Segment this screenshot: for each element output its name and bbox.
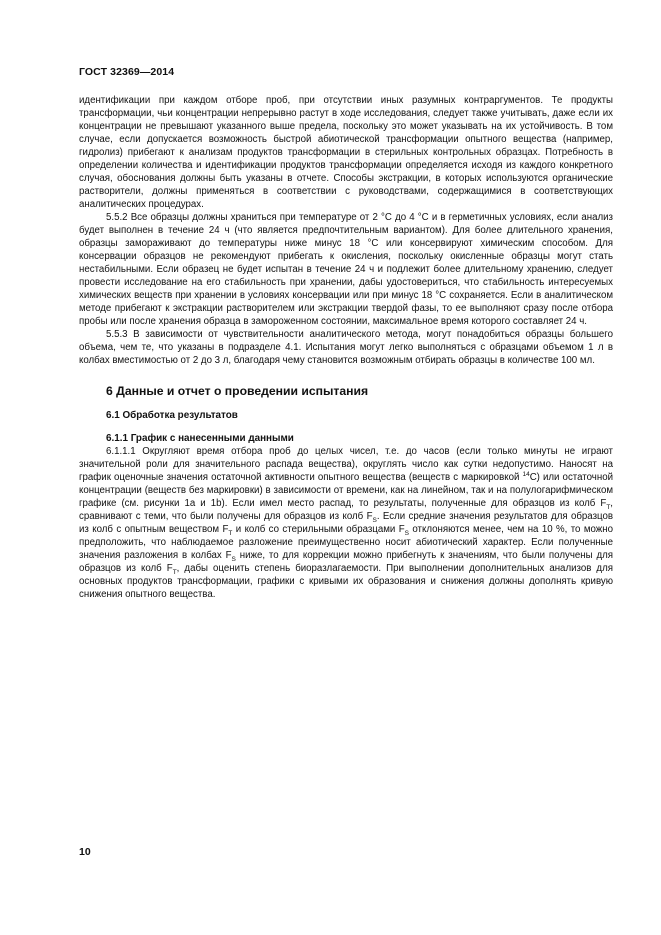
- paragraph-continuation: идентификации при каждом отборе проб, при отсутствии иных разумных контраргументов. Те продукты трансформации, чьи концентрации непрерывно растут в ходе исследования, следует также учитывать, даже если их концентрации не превышают указанного выше предела, поскольку это может указывать на их устойчивость. В том случае, если допускается возможность быстрой абиотической трансформации опытного вещества (например, гидролиз) прибегают к анализам продуктов трансформации в стерильных контрольных образцах. Потребность в определении количества и идентификации продуктов трансформации определяется исходя из каждого конкретного случая, обоснования должны быть указаны в отчете. Способы экстракции, в которых используются органические растворители, должны применяться в соответствии с руководствами, содержащимися в соответствующих аналитических процедурах.: [79, 95, 613, 210]
- text-run: и колб со стерильными образцами F: [232, 524, 405, 535]
- subsection-6-1-1-heading: 6.1.1 График с нанесенными данными: [106, 433, 294, 444]
- paragraph-5-5-3: 5.5.3 В зависимости от чувствительности аналитического метода, могут понадобиться образцы большего объема, чем те, что указаны в подразделе 4.1. Испытания могут легко выполняться с образцами объемом 1 л в колбах вместимостью от 2 до 3 л, благодаря чему становится возможным отбирать образцы в количестве 100 мл.: [79, 329, 613, 366]
- subscript-t: T: [172, 568, 177, 576]
- subsection-6-1-heading: 6.1 Обработка результатов: [106, 410, 238, 421]
- text-run: ниже, то для коррекции можно прибегнуть к значениям, что были получены для образцов из колб F: [79, 550, 613, 574]
- page-content: [79, 94, 613, 601]
- subscript-t: T: [228, 529, 233, 537]
- text-run: . Если средние значения результатов для образцов из колб с опытным веществом F: [79, 511, 613, 535]
- text-run: , сравнивают с теми, что были получены для образцов из колб F: [79, 498, 613, 522]
- paragraph-5-5-2: 5.5.2 Все образцы должны храниться при температуре от 2 °С до 4 °С и в герметичных условиях, если анализ будет выполнен в течение 24 ч (что является предпочтительным вариантом). Для более длительного хранения, образцы замораживают до температуры ниже минус 18 °С или консервируют химическим способом. Для консервации образцов не рекомендуют прибегать к окисления, поскольку окисленные образцы могут стать нестабильными. Если образец не будет испытан в течение 24 ч и подлежит более длительному хранению, следует провести исследование на его стабильность при хранении, дабы удостовериться, что стабильность интересуемых химических веществ при хранении в условиях консервации или при минус 18 °С сохраняется. Если в аналитическом методе прибегают к экстракции растворителем или экстракции твердой фазы, то ее выполняют сразу после отбора пробы или после хранения образца в замороженном состоянии, максимальное время которого составляет 24 ч.: [79, 212, 613, 327]
- page-number: 10: [79, 846, 91, 858]
- subscript-s: S: [231, 555, 236, 563]
- text-run: 6.1.1.1 Округляют время отбора проб до целых чисел, т.е. до часов (если только минуты не играют значительной роли для значительного распада вещества), округлять число как сутки недопустимо. Наносят на график оценочные значения остаточной активности опытного вещества (веществ с маркировкой: [79, 446, 613, 483]
- text-run: отклоняются менее, чем на 10 %, то можно предположить, что наблюдаемое разложение преимущественно носит абиотический характер. Если полученные значения разложения в колбах F: [79, 524, 613, 561]
- subscript-s: S: [372, 516, 377, 524]
- paragraph-6-1-1-1: [79, 445, 613, 601]
- text-run: , дабы оценить степень биоразлагаемости. При выполнении дополнительных анализов для основных продуктов трансформации, графики с кривыми их образования и снижения должны дополнять кривую снижения опытного вещества.: [79, 563, 613, 600]
- subscript-s: S: [404, 529, 409, 537]
- superscript-14: 14: [522, 470, 530, 478]
- subscript-t: T: [606, 503, 611, 511]
- document-header: ГОСТ 32369—2014: [79, 66, 175, 78]
- text-run: С) или остаточной концентрации (веществ без маркировки) в зависимости от времени, как на линейном, так и на полулогарифмическом графике (см. рисунки 1а и 1b). Если имел место распад, то результаты, полученные для образцов из колб F: [79, 472, 613, 509]
- section-6-heading: 6 Данные и отчет о проведении испытания: [106, 384, 369, 398]
